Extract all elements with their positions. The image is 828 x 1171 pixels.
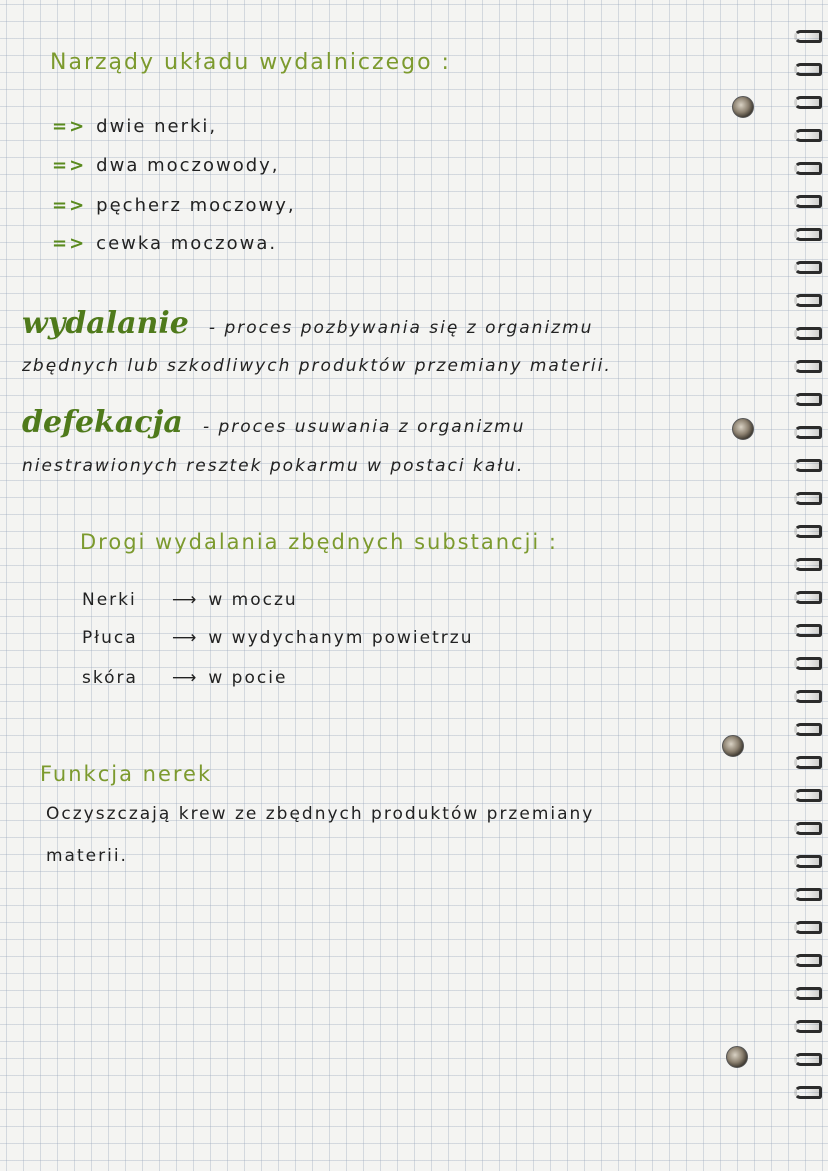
spiral-ring	[794, 261, 822, 274]
page-title: Narządy układu wydalniczego :	[50, 50, 451, 75]
route-row	[82, 668, 287, 688]
route-row	[82, 628, 473, 648]
spiral-ring	[794, 888, 822, 901]
spiral-ring	[794, 987, 822, 1000]
spiral-ring	[794, 690, 822, 703]
spiral-ring	[794, 723, 822, 736]
spiral-ring	[794, 294, 822, 307]
punch-hole	[722, 735, 744, 757]
definition-continuation: zbędnych lub szkodliwych produktów przemiany materii.	[22, 356, 612, 376]
term-excretion: wydalanie	[22, 306, 189, 341]
punch-hole	[732, 418, 754, 440]
function-text-continuation: materii.	[46, 846, 128, 866]
routes-heading: Drogi wydalania zbędnych substancji :	[80, 530, 558, 554]
spiral-ring	[794, 921, 822, 934]
function-heading: Funkcja nerek	[40, 762, 213, 786]
route-organ: Płuca	[82, 628, 138, 648]
list-item-text: dwie nerki,	[96, 116, 218, 137]
list-item	[52, 155, 280, 176]
spiral-ring	[794, 459, 822, 472]
spiral-ring	[794, 195, 822, 208]
spiral-ring	[794, 525, 822, 538]
spiral-ring	[794, 30, 822, 43]
spiral-ring	[794, 822, 822, 835]
list-item	[52, 233, 277, 254]
list-item-text: dwa moczowody,	[96, 155, 280, 176]
punch-hole	[732, 96, 754, 118]
arrow-bullet: =>	[52, 195, 87, 216]
spiral-ring	[794, 228, 822, 241]
spiral-ring	[794, 1020, 822, 1033]
spiral-ring	[794, 789, 822, 802]
spiral-ring	[794, 492, 822, 505]
definition-line	[22, 306, 593, 341]
spiral-ring	[794, 63, 822, 76]
list-item	[52, 195, 296, 216]
route-row	[82, 590, 298, 610]
spiral-ring	[794, 1086, 822, 1099]
punch-hole	[726, 1046, 748, 1068]
route-result: w pocie	[208, 668, 288, 688]
route-result: w wydychanym powietrzu	[208, 628, 474, 648]
arrow-icon: ⟶	[172, 668, 199, 688]
arrow-bullet: =>	[52, 233, 87, 254]
arrow-icon: ⟶	[172, 628, 199, 648]
list-item	[52, 116, 217, 137]
spiral-ring	[794, 558, 822, 571]
function-text: Oczyszczają krew ze zbędnych produktów przemiany	[46, 804, 595, 824]
spiral-ring	[794, 162, 822, 175]
spiral-ring	[794, 360, 822, 373]
arrow-bullet: =>	[52, 116, 87, 137]
spiral-ring	[794, 954, 822, 967]
spiral-ring	[794, 756, 822, 769]
list-item-text: pęcherz moczowy,	[96, 195, 296, 216]
spiral-ring	[794, 624, 822, 637]
definition-text: - proces pozbywania się z organizmu	[208, 318, 594, 338]
spiral-ring	[794, 1053, 822, 1066]
spiral-ring	[794, 96, 822, 109]
spiral-ring	[794, 393, 822, 406]
arrow-bullet: =>	[52, 155, 87, 176]
arrow-icon: ⟶	[172, 590, 199, 610]
spiral-ring	[794, 327, 822, 340]
term-defecation: defekacja	[22, 405, 183, 440]
spiral-ring	[794, 657, 822, 670]
spiral-ring	[794, 855, 822, 868]
spiral-ring	[794, 591, 822, 604]
route-result: w moczu	[208, 590, 298, 610]
spiral-ring	[794, 426, 822, 439]
list-item-text: cewka moczowa.	[96, 233, 278, 254]
route-organ: Nerki	[82, 590, 137, 610]
definition-line	[22, 405, 525, 440]
route-organ: skóra	[82, 668, 138, 688]
definition-text: - proces usuwania z organizmu	[202, 417, 526, 437]
definition-continuation: niestrawionych resztek pokarmu w postaci kału.	[22, 456, 525, 476]
spiral-ring	[794, 129, 822, 142]
